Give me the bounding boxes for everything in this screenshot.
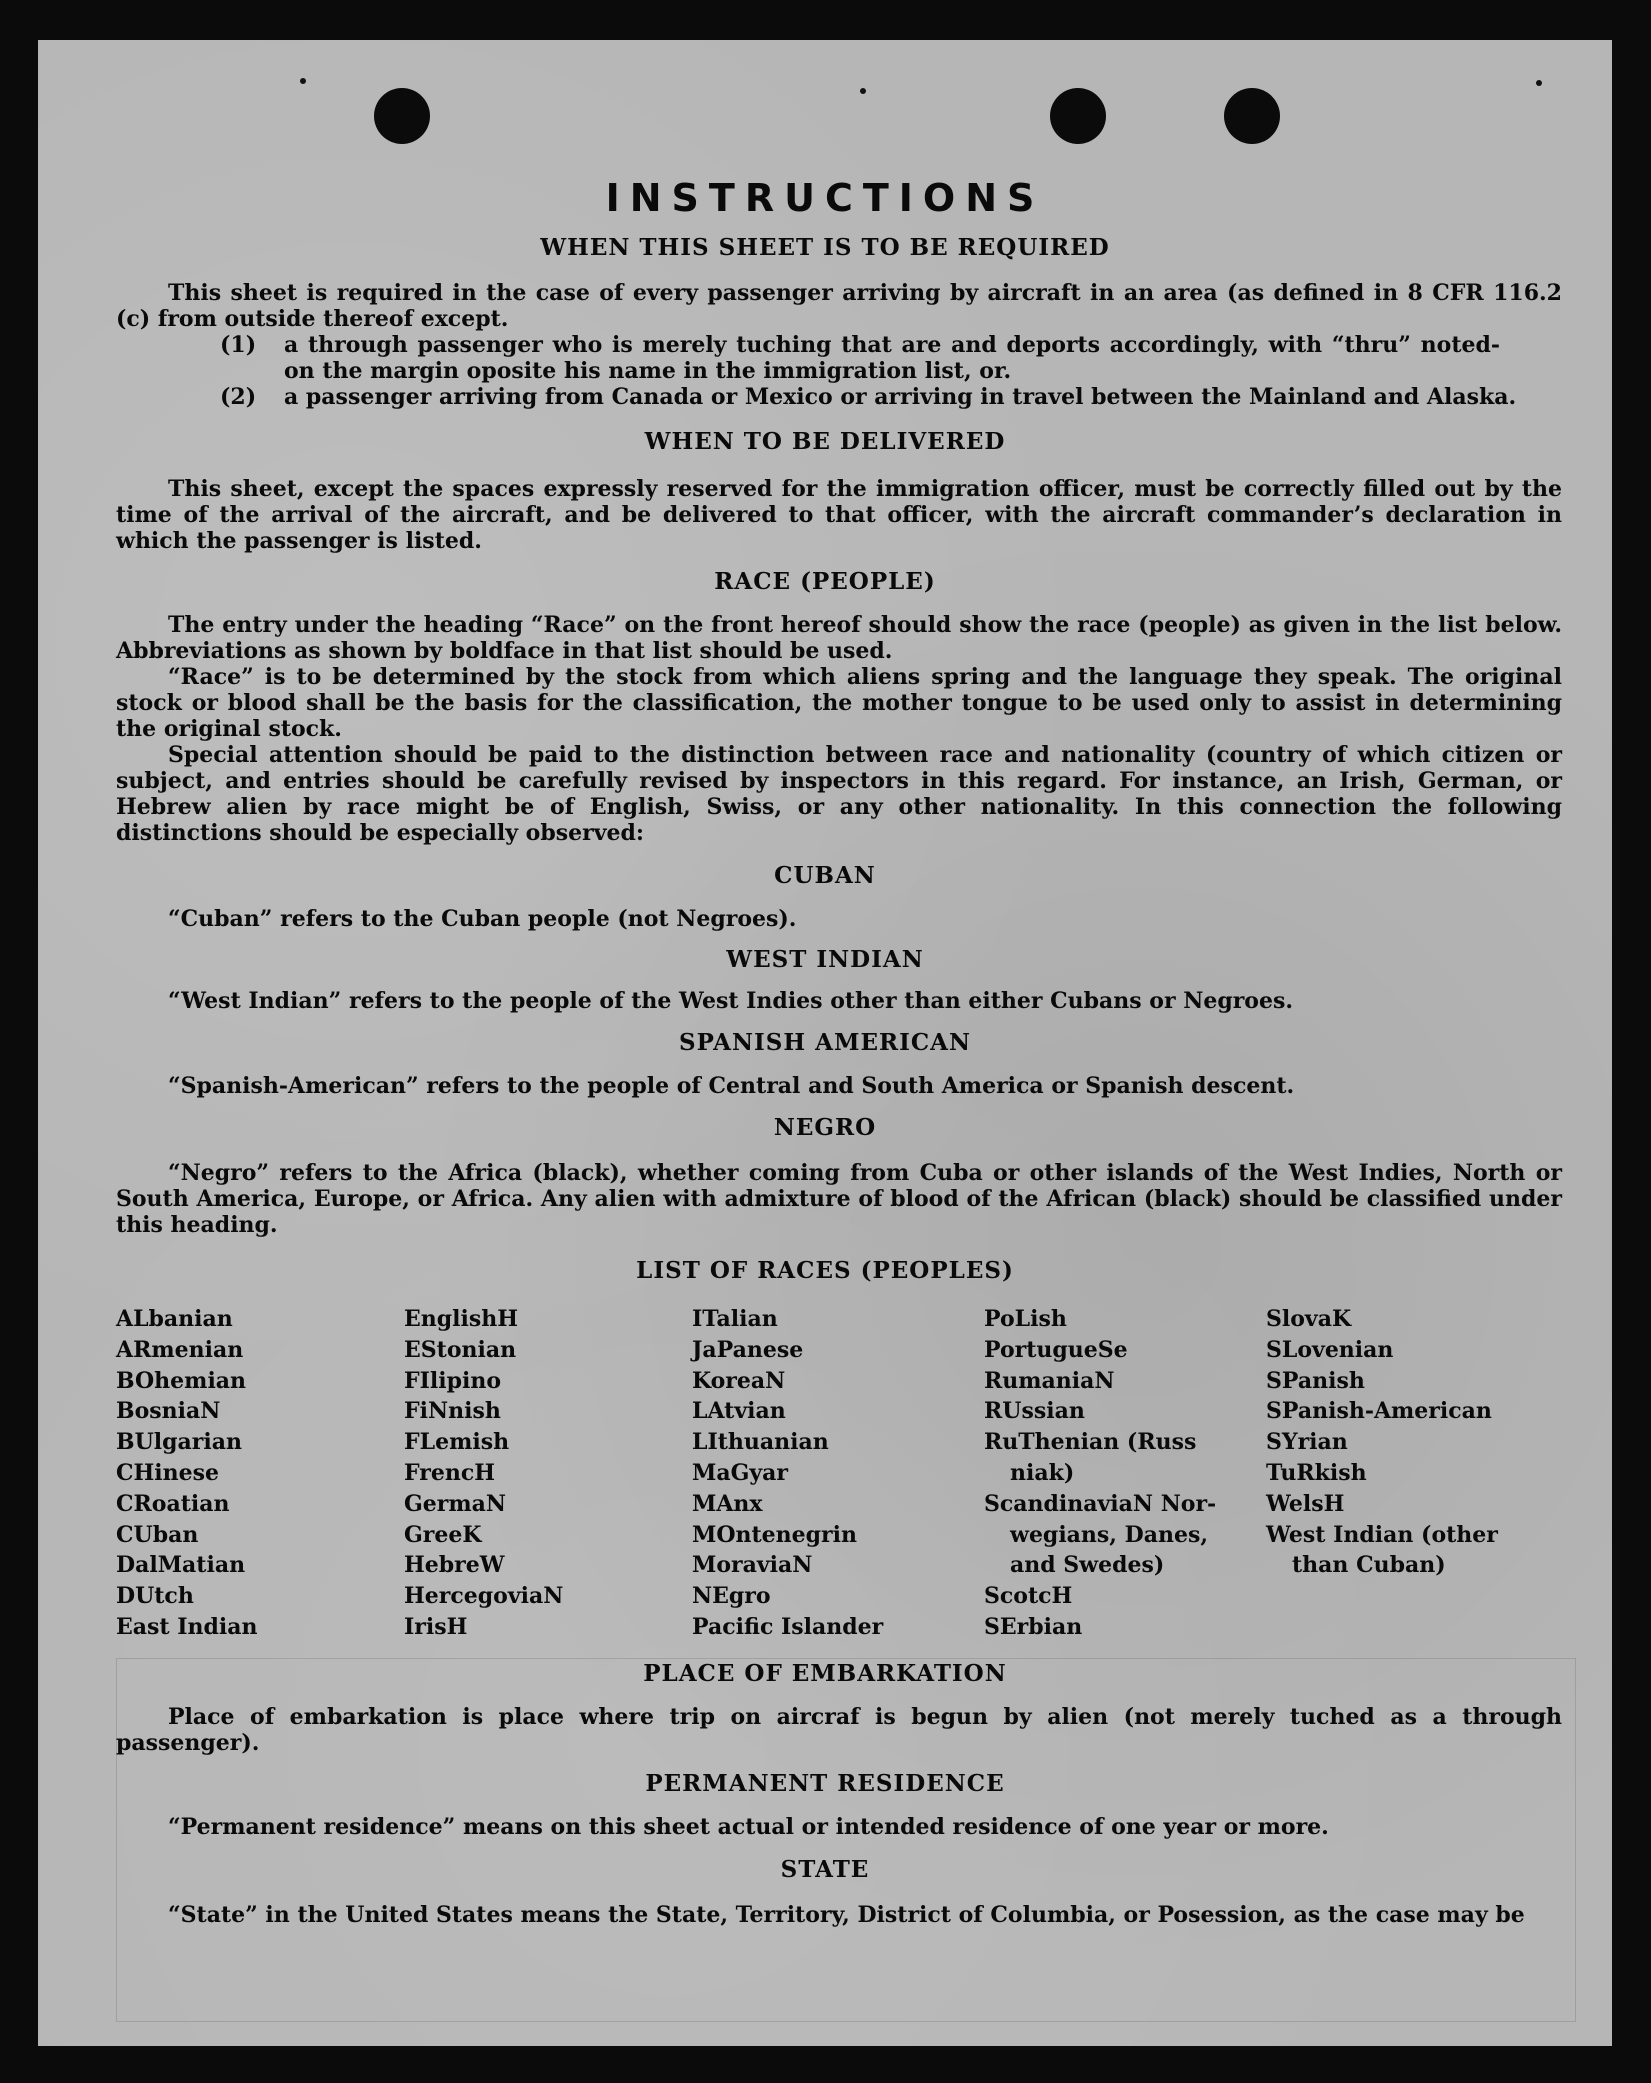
race-entry: FiNnish — [404, 1398, 501, 1425]
race-entry: SLovenian — [1266, 1336, 1394, 1363]
race-entry: SPanish — [1266, 1367, 1365, 1394]
race-entry: LIthuanian — [692, 1429, 829, 1456]
race-entry: GreeK — [404, 1521, 482, 1548]
race-entry: NEgro — [692, 1583, 771, 1610]
paragraph-cuban: “Cuban” refers to the Cuban people (not Negroes). — [168, 906, 797, 932]
race-entry: BOhemian — [116, 1367, 247, 1394]
race-entry: MAnx — [692, 1490, 763, 1517]
ink-speck — [300, 78, 306, 84]
paragraph-race-2: “Race” is to be determined by the stock from which aliens spring and the language they speak. The original stock or blood shall be the basis for the classification, the mother tongue to be used only to assist in determining the original stock. — [116, 664, 1562, 742]
paragraph-residence: “Permanent residence” means on this sheet actual or intended residence of one year or more. — [168, 1814, 1329, 1840]
race-entry: HebreW — [404, 1552, 505, 1579]
race-entry: JaPanese — [692, 1336, 804, 1363]
paragraph-negro: “Negro” refers to the Africa (black), whether coming from Cuba or other islands of the West Indies, North or South America, Europe, or Africa. Any alien with admixture of blood of the African (black) should be classified under this heading. — [116, 1160, 1562, 1238]
race-entry: EnglishH — [404, 1306, 519, 1332]
race-entry: CHinese — [116, 1459, 220, 1486]
race-entry: IrisH — [404, 1613, 468, 1640]
heading-west-indian: WEST INDIAN — [726, 946, 924, 973]
paragraph-when-delivered: This sheet, except the spaces expressly reserved for the immigration officer, must be correctly filled out by the time of the arrival of the aircraft, and be delivered to that officer, with the aircraft commander’s declaration in which the passenger is listed. — [116, 476, 1562, 554]
paragraph-spanish-american: “Spanish-American” refers to the people of Central and South America or Spanish descent. — [168, 1073, 1295, 1099]
paragraph-west-indian: “West Indian” refers to the people of the West Indies other than either Cubans or Negroes. — [168, 988, 1294, 1014]
race-entry: KoreaN — [692, 1367, 786, 1394]
race-column-2 — [404, 1304, 654, 1643]
race-entry: ARmenian — [116, 1336, 244, 1363]
paragraph-race-3: Special attention should be paid to the distinction between race and nationality (country of which citizen or subject, and entries should be carefully revised by inspectors in this regard. For instance, an Irish, German, or Hebrew alien by race might be of English, Swiss, or any other nationality. In this connection the following distinctions should be especially observed: — [116, 742, 1562, 846]
race-entry: MOntenegrin — [692, 1521, 857, 1548]
heading-spanish-american: SPANISH AMERICAN — [678, 1029, 972, 1056]
race-entry: CUban — [116, 1521, 199, 1548]
race-entry: DalMatian — [116, 1552, 246, 1579]
punch-hole — [1224, 88, 1280, 144]
race-entry: SErbian — [984, 1613, 1083, 1640]
heading-when-required: WHEN THIS SHEET IS TO BE REQUIRED — [540, 234, 1110, 261]
heading-when-delivered: WHEN TO BE DELIVERED — [644, 428, 1006, 455]
race-entry: ALbanian — [116, 1306, 233, 1332]
race-entry: SlovaK — [1266, 1306, 1352, 1332]
race-entry: BosniaN — [116, 1398, 221, 1425]
paragraph-when-required: This sheet is required in the case of every passenger arriving by aircraft in an area (as defined in 8 CFR 116.2 (c) from outside thereof except. — [116, 280, 1562, 332]
heading-list-of-races: LIST OF RACES (PEOPLES) — [636, 1257, 1014, 1284]
race-column-4 — [984, 1304, 1264, 1643]
race-entry: HercegoviaN — [404, 1583, 564, 1610]
race-entry: ScotcH — [984, 1583, 1073, 1610]
race-entry: PoLish — [984, 1306, 1067, 1332]
race-entry: CRoatian — [116, 1490, 230, 1517]
heading-embarkation: PLACE OF EMBARKATION — [643, 1660, 1007, 1687]
race-entry: East Indian — [116, 1613, 258, 1640]
race-entry: Pacific Islander — [692, 1613, 884, 1640]
race-entry: SPanish-American — [1266, 1398, 1492, 1425]
race-entry-west-indian: West Indian (other than Cuban) — [1266, 1521, 1498, 1579]
race-entry: FLemish — [404, 1429, 510, 1456]
exception-item: (1) a through passenger who is merely tuching that are and deports accordingly, with “thru” noted-on the margin oposite his name in the immigration list, or. — [220, 332, 1500, 384]
race-entry: MoraviaN — [692, 1552, 813, 1579]
paragraph-embarkation: Place of embarkation is place where trip on aircraf is begun by alien (not merely tuched as a through passenger). — [116, 1704, 1562, 1756]
race-entry: WelsH — [1266, 1490, 1345, 1517]
race-entry: FrencH — [404, 1459, 495, 1486]
race-entry: TuRkish — [1266, 1459, 1367, 1486]
race-entry: ITalian — [692, 1306, 778, 1332]
race-entry: MaGyar — [692, 1459, 789, 1486]
heading-state: STATE — [780, 1856, 870, 1883]
heading-race: RACE (PEOPLE) — [714, 568, 936, 595]
heading-negro: NEGRO — [773, 1114, 877, 1141]
paragraph-state: “State” in the United States means the State, Territory, District of Columbia, or Posession, as the case may be — [168, 1902, 1525, 1928]
ink-speck — [860, 88, 866, 94]
race-entry: RUssian — [984, 1398, 1085, 1425]
race-column-5 — [1266, 1304, 1586, 1581]
race-entry: BUlgarian — [116, 1429, 242, 1456]
race-column-3 — [692, 1304, 942, 1643]
race-entry-ruthenian: RuThenian (Russ niak) — [984, 1429, 1197, 1486]
race-entry: FIlipino — [404, 1367, 502, 1394]
punch-hole — [374, 88, 430, 144]
heading-cuban: CUBAN — [774, 862, 876, 889]
race-entry: DUtch — [116, 1583, 194, 1610]
race-column-1 — [116, 1304, 366, 1643]
punch-hole — [1050, 88, 1106, 144]
race-entry: PortugueSe — [984, 1336, 1128, 1363]
race-entry: EStonian — [404, 1336, 517, 1363]
race-entry: SYrian — [1266, 1429, 1348, 1456]
heading-residence: PERMANENT RESIDENCE — [645, 1770, 1005, 1797]
paragraph-race-1: The entry under the heading “Race” on the front hereof should show the race (people) as given in the list below. Abbreviations as shown by boldface in that list should be used. — [116, 612, 1562, 664]
page-title: INSTRUCTIONS — [605, 176, 1045, 220]
race-entry: RumaniaN — [984, 1367, 1115, 1394]
race-entry: LAtvian — [692, 1398, 786, 1425]
race-entry-scandinavian: ScandinaviaN Nor- wegians, Danes, and Swedes) — [984, 1490, 1217, 1579]
ink-speck — [1536, 80, 1542, 86]
document-page — [38, 40, 1612, 2046]
race-entry: GermaN — [404, 1490, 507, 1517]
exception-item: (2) a passenger arriving from Canada or Mexico or arriving in travel between the Mainland and Alaska. — [220, 384, 1517, 410]
